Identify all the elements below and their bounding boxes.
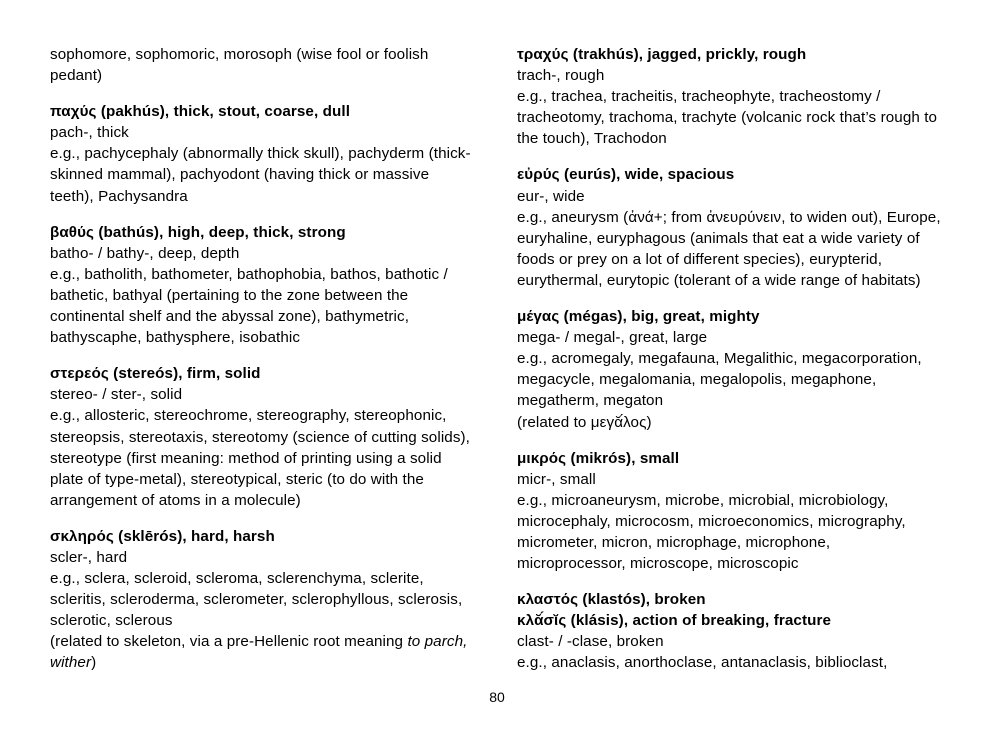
glossary-entry (50, 363, 490, 511)
text-run: e.g., acromegaly, megafauna, Megalithic, megacorporation, (517, 350, 922, 368)
text-run: e.g., batholith, bathometer, bathophobia, bathos, bathotic / (50, 265, 448, 283)
entry-headword (50, 222, 490, 243)
text-run: e.g., trachea, tracheitis, tracheophyte, tracheostomy / (517, 88, 881, 106)
entry-text-line (50, 610, 490, 631)
entry-text-line (50, 285, 490, 306)
text-run: μικρός (mikrós), small (517, 449, 680, 467)
text-run: foods or prey on a lot of different species), eurypterid, (517, 250, 883, 268)
text-run: τραχύς (trakhús), jagged, prickly, rough (517, 46, 807, 63)
entry-text-line (517, 228, 957, 249)
entry-text-line (50, 164, 490, 185)
entry-headword (517, 589, 957, 610)
text-run: κλᾰ́σῐς (klásis), action of breaking, fracture (517, 612, 832, 630)
entry-text-line (50, 448, 490, 469)
text-run: stereo- / ster-, solid (50, 386, 183, 404)
entry-text-line (517, 490, 957, 511)
entry-text-line (50, 186, 490, 207)
text-run: continental shelf and the abyssal zone), bathymetric, (50, 308, 410, 326)
entry-headword (517, 610, 957, 631)
entry-text-line (50, 652, 490, 673)
italic-text: wither (50, 654, 92, 672)
entry-text-line (517, 186, 957, 207)
right-column (517, 44, 957, 689)
entry-text-line (517, 65, 957, 86)
glossary-entry (517, 589, 957, 673)
text-run: παχύς (pakhús), thick, stout, coarse, dull (50, 103, 351, 121)
text-run: euryhaline, euryphagous (animals that eat a wide variety of (517, 229, 920, 247)
text-run: pach-, thick (50, 124, 129, 142)
text-run: e.g., aneurysm (ἀνά+; from ἀνευρύνειν, to widen out), Europe, (517, 208, 941, 226)
text-run: σκληρός (sklērós), hard, harsh (50, 527, 275, 545)
text-run: mega- / megal-, great, large (517, 329, 708, 347)
text-run: eurythermal, eurytopic (tolerant of a wide range of habitats) (517, 271, 921, 289)
text-run: plate of type-metal), stereotypical, steric (to do with the (50, 470, 424, 488)
entry-text-line (50, 547, 490, 568)
entry-text-line (50, 631, 490, 652)
entry-text-line (50, 405, 490, 426)
entry-headword (517, 448, 957, 469)
text-run: bathetic, bathyal (pertaining to the zone between the (50, 286, 409, 304)
glossary-entry (50, 526, 490, 674)
text-run: megacycle, megalomania, megalopolis, megaphone, (517, 371, 877, 389)
entry-text-line (50, 306, 490, 327)
entry-headword (50, 101, 490, 122)
entry-headword (50, 363, 490, 384)
glossary-entry (517, 448, 957, 575)
text-run: batho- / bathy-, deep, depth (50, 244, 240, 262)
entry-text-line (517, 327, 957, 348)
entry-text-line (517, 390, 957, 411)
entry-text-line (517, 107, 957, 128)
page-number: 80 (489, 689, 505, 705)
text-run: στερεός (stereós), firm, solid (50, 365, 261, 383)
text-run: microcephaly, microcosm, microeconomics, micrography, (517, 512, 906, 530)
entry-headword (517, 44, 957, 65)
glossary-entry (50, 222, 490, 349)
left-column (50, 44, 490, 689)
entry-text-line (517, 631, 957, 652)
text-run: (related to μεγᾰ́λος) (517, 413, 652, 431)
text-run: e.g., pachycephaly (abnormally thick skull), pachyderm (thick- (50, 145, 471, 163)
text-run: e.g., microaneurysm, microbe, microbial, microbiology, (517, 491, 889, 509)
text-run: the touch), Trachodon (517, 130, 667, 148)
glossary-entry (517, 44, 957, 149)
text-run: teeth), Pachysandra (50, 187, 188, 205)
entry-text-line (50, 589, 490, 610)
text-run: arrangement of atoms in a molecule) (50, 491, 301, 509)
entry-text-line (517, 86, 957, 107)
entry-text-line (50, 427, 490, 448)
entry-text-line (517, 412, 957, 433)
text-run: eur-, wide (517, 187, 585, 205)
text-run: tracheotomy, trachoma, trachyte (volcanic rock that’s rough to (517, 109, 938, 127)
text-run: scleritis, scleroderma, sclerometer, sclerophyllous, sclerosis, (50, 591, 463, 609)
entry-text-line (517, 207, 957, 228)
text-run: microprocessor, microscope, microscopic (517, 555, 799, 573)
text-run: megatherm, megaton (517, 392, 664, 410)
entry-text-line (517, 511, 957, 532)
entry-headword (517, 164, 957, 185)
entry-text-line (517, 469, 957, 490)
italic-text: to parch, (407, 633, 468, 651)
entry-text-line (517, 369, 957, 390)
entry-text-line (50, 384, 490, 405)
text-run: stereotype (first meaning: method of printing using a solid (50, 449, 442, 467)
text-run: micr-, small (517, 470, 596, 488)
text-run: e.g., anaclasis, anorthoclase, antanaclasis, biblioclast, (517, 654, 888, 672)
text-run: bathyscaphe, bathysphere, isobathic (50, 329, 301, 347)
text-run: sclerotic, sclerous (50, 612, 173, 630)
entry-text-line (517, 270, 957, 291)
entry-text-line (517, 553, 957, 574)
entry-text-line (50, 490, 490, 511)
text-run: trach-, rough (517, 67, 605, 85)
glossary-columns (50, 44, 957, 689)
glossary-entry (50, 44, 490, 86)
text-run: pedant) (50, 67, 103, 85)
entry-text-line (50, 143, 490, 164)
text-run: e.g., allosteric, stereochrome, stereography, stereophonic, (50, 407, 447, 425)
entry-headword (50, 526, 490, 547)
entry-text-line (517, 652, 957, 673)
entry-text-line (517, 249, 957, 270)
entry-text-line (50, 469, 490, 490)
entry-headword (517, 306, 957, 327)
entry-text-line (50, 122, 490, 143)
entry-text-line (50, 65, 490, 86)
entry-text-line (517, 348, 957, 369)
text-run: ) (91, 654, 97, 672)
glossary-entry (50, 101, 490, 206)
text-run: sophomore, sophomoric, morosoph (wise fool or foolish (50, 46, 429, 63)
text-run: stereopsis, stereotaxis, stereotomy (science of cutting solids), (50, 428, 471, 446)
text-run: scler-, hard (50, 548, 128, 566)
text-run: βαθύς (bathús), high, deep, thick, strong (50, 223, 346, 241)
entry-text-line (50, 243, 490, 264)
entry-text-line (50, 568, 490, 589)
text-run: (related to skeleton, via a pre-Hellenic root meaning (50, 633, 408, 651)
text-run: micrometer, micron, microphage, microphone, (517, 533, 831, 551)
entry-text-line (50, 327, 490, 348)
entry-text-line (517, 128, 957, 149)
text-run: κλαστός (klastós), broken (517, 591, 706, 609)
text-run: skinned mammal), pachyodont (having thick or massive (50, 166, 430, 184)
entry-text-line (517, 532, 957, 553)
text-run: μέγας (mégas), big, great, mighty (517, 308, 760, 326)
text-run: e.g., sclera, scleroid, scleroma, sclerenchyma, sclerite, (50, 570, 424, 588)
glossary-entry (517, 306, 957, 433)
entry-text-line (50, 264, 490, 285)
glossary-entry (517, 164, 957, 291)
entry-text-line (50, 44, 490, 65)
text-run: εὐρύς (eurús), wide, spacious (517, 166, 735, 184)
text-run: clast- / -clase, broken (517, 633, 664, 651)
